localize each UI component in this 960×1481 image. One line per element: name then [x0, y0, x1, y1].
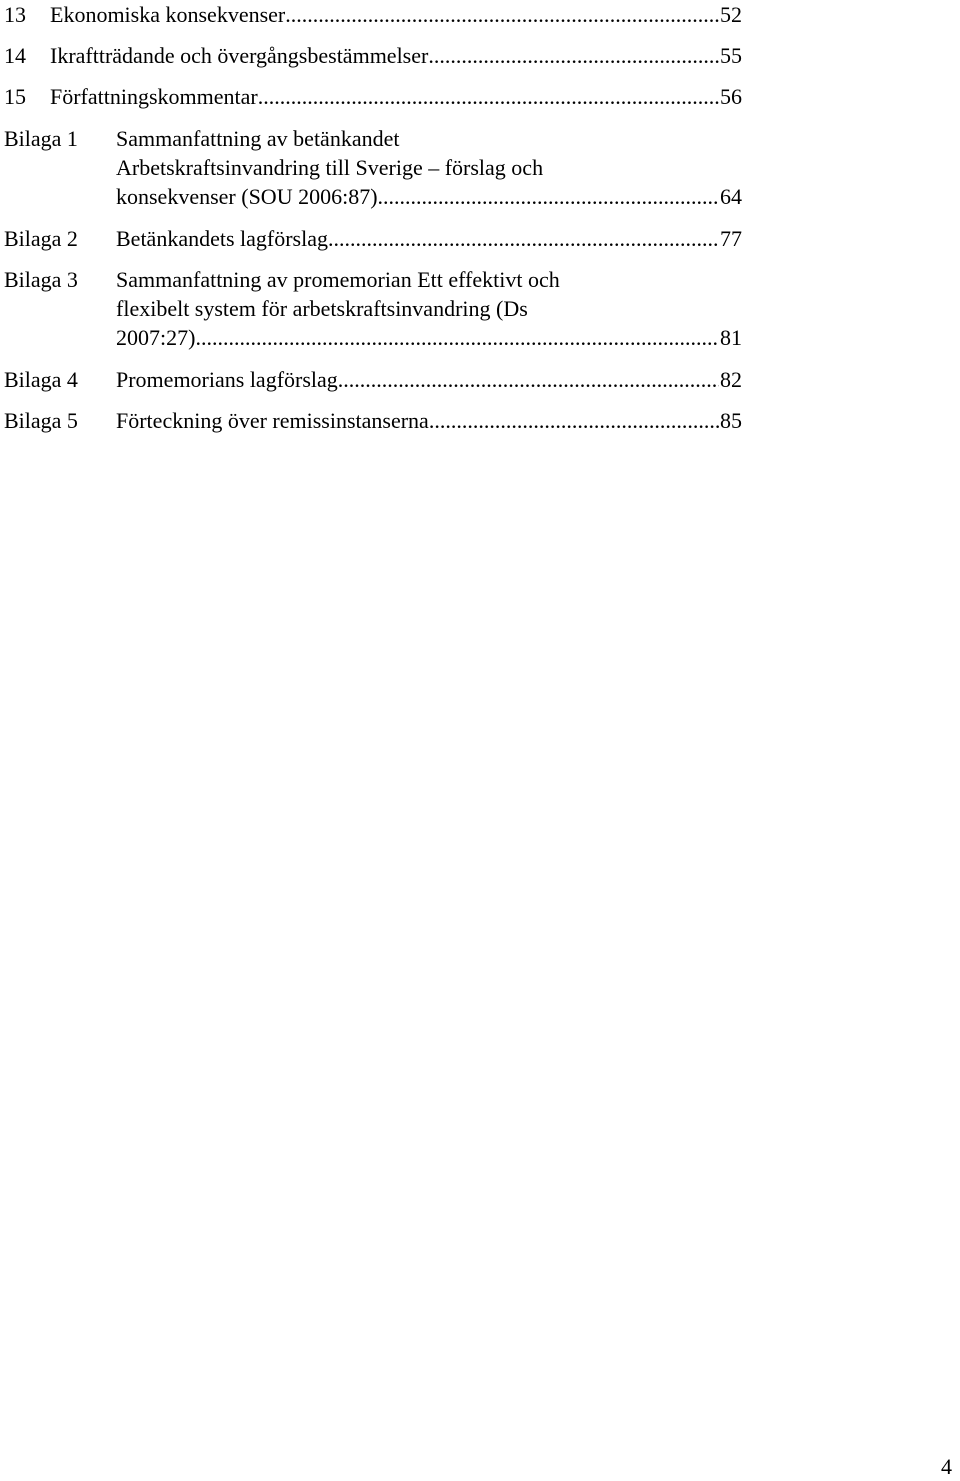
page-reference: 52	[720, 2, 742, 27]
page-reference: 82	[720, 367, 742, 392]
appendix-label: Bilaga 5	[4, 408, 78, 433]
appendix-title-line: Förteckning över remissinstanserna	[116, 408, 429, 433]
appendix-title-line: Promemorians lagförslag	[116, 367, 338, 392]
page-reference: 64	[720, 184, 742, 209]
chapter-title: Författningskommentar	[50, 84, 258, 109]
page-reference: 81	[720, 325, 742, 350]
chapter-number: 14	[4, 43, 26, 68]
dot-leader	[429, 406, 719, 435]
appendix-label: Bilaga 1	[4, 126, 78, 151]
dot-leader	[195, 323, 719, 352]
dot-leader	[258, 82, 719, 111]
footer-page-number: 4	[941, 1454, 952, 1479]
appendix-title-line: Sammanfattning av promemorian Ett effektivt och	[116, 267, 560, 292]
dot-leader	[428, 41, 719, 70]
dot-leader	[338, 365, 719, 394]
appendix-title-line: 2007:27)	[116, 325, 196, 350]
page-reference: 55	[720, 43, 742, 68]
appendix-title-line: konsekvenser (SOU 2006:87)	[116, 184, 378, 209]
chapter-number: 15	[4, 84, 26, 109]
dot-leader	[378, 182, 719, 211]
page-reference: 56	[720, 84, 742, 109]
chapter-title: Ikraftträdande och övergångsbestämmelser	[50, 43, 429, 68]
chapter-title: Ekonomiska konsekvenser	[50, 2, 286, 27]
appendix-label: Bilaga 2	[4, 226, 78, 251]
appendix-title-line: Sammanfattning av betänkandet	[116, 126, 400, 151]
appendix-label: Bilaga 4	[4, 367, 78, 392]
dot-leader	[328, 224, 719, 253]
chapter-number: 13	[4, 2, 26, 27]
appendix-label: Bilaga 3	[4, 267, 78, 292]
appendix-title-line: flexibelt system för arbetskraftsinvandring (Ds	[116, 296, 528, 321]
page-reference: 85	[720, 408, 742, 433]
page-reference: 77	[720, 226, 742, 251]
appendix-title-line: Arbetskraftsinvandring till Sverige – förslag och	[116, 155, 544, 180]
dot-leader	[285, 0, 719, 29]
appendix-title-line: Betänkandets lagförslag	[116, 226, 328, 251]
